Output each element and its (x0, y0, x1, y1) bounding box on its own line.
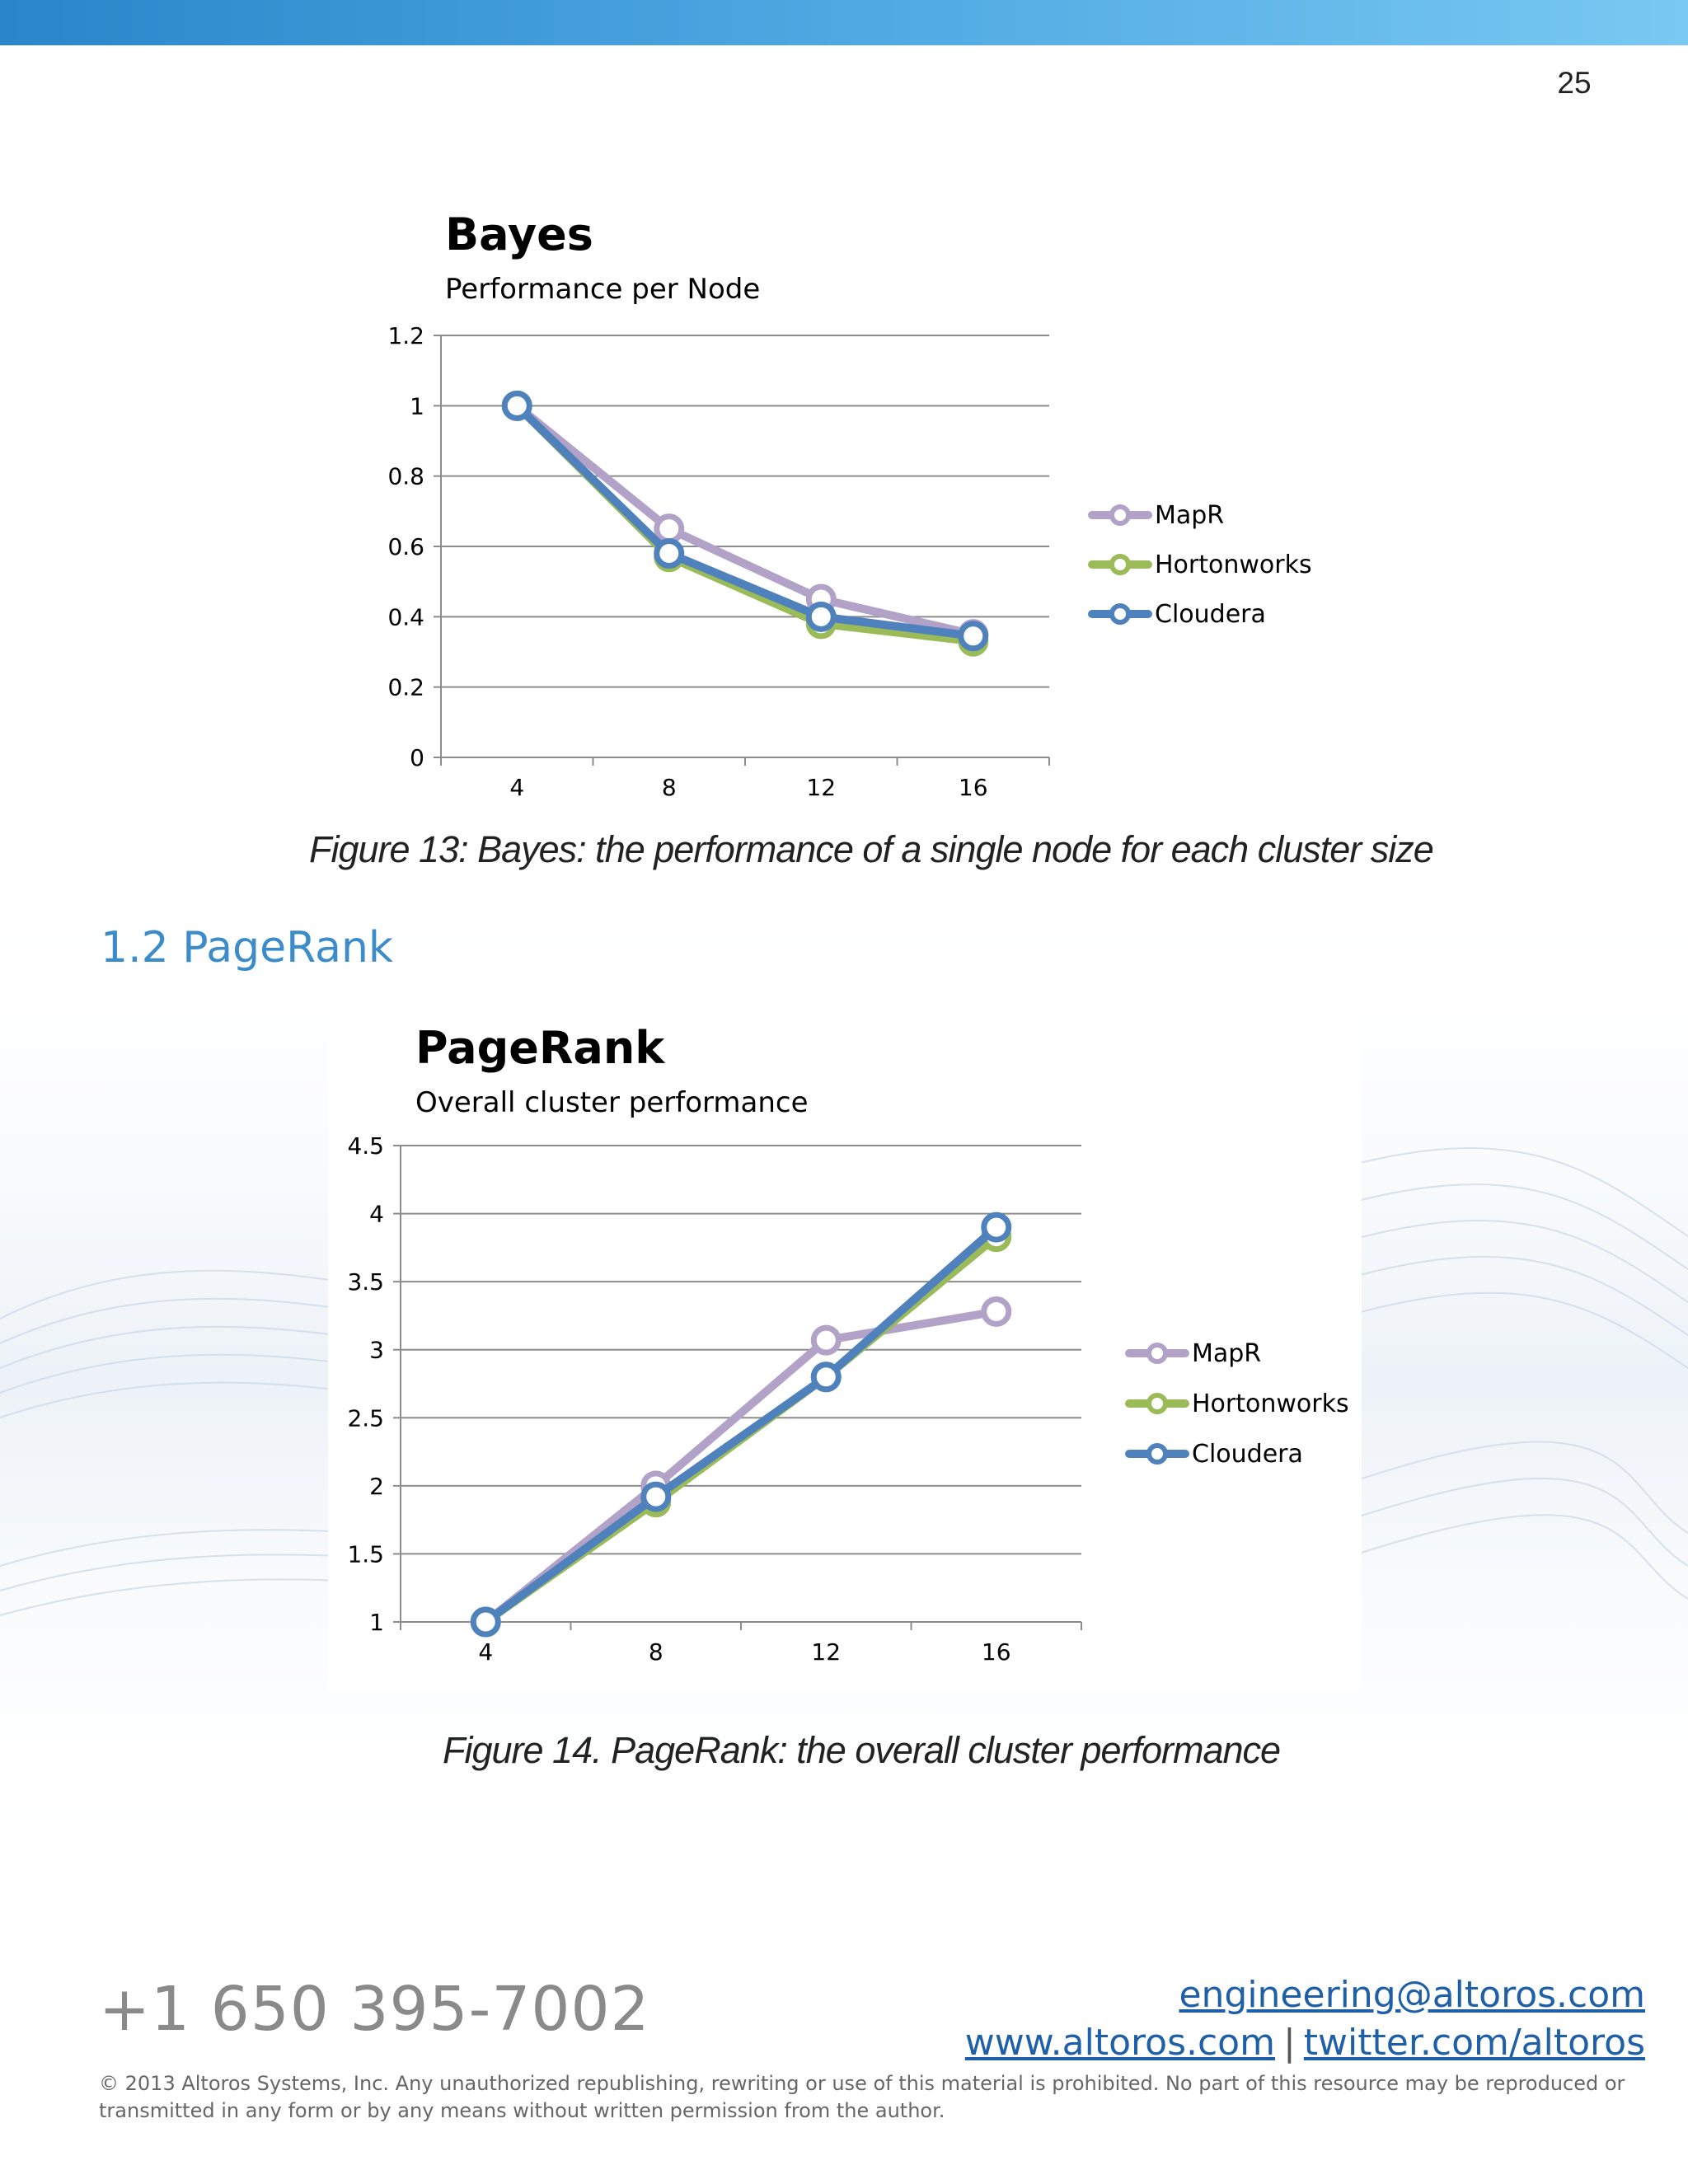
chart-subtitle: Overall cluster performance (415, 1086, 809, 1119)
web-links-line (965, 2022, 1645, 2064)
x-tick-label: 12 (806, 774, 837, 801)
y-tick-label: 2.5 (347, 1404, 384, 1432)
twitter-link[interactable]: twitter.com/altoros (1303, 2022, 1645, 2064)
email-link[interactable]: engineering@altoros.com (1179, 1974, 1645, 2016)
y-tick-label: 1.2 (387, 322, 424, 349)
link-separator: | (1282, 2022, 1296, 2064)
legend-marker-hortonworks (1149, 1395, 1165, 1412)
y-tick-label: 0.8 (387, 462, 424, 490)
chart-title: PageRank (415, 1022, 665, 1074)
legend-label-cloudera: Cloudera (1192, 1440, 1303, 1469)
legend-marker-cloudera (1149, 1446, 1165, 1462)
bayes-chart (313, 190, 1401, 832)
y-tick-label: 0.2 (387, 673, 424, 701)
data-point-cloudera (644, 1484, 668, 1509)
chart-legend (1092, 501, 1312, 629)
x-tick-label: 4 (509, 774, 525, 801)
data-point-mapr (657, 517, 682, 541)
y-tick-label: 4 (369, 1200, 384, 1228)
x-tick-label: 12 (811, 1638, 842, 1666)
legend-label-mapr: MapR (1192, 1339, 1262, 1368)
website-link[interactable]: www.altoros.com (964, 2022, 1275, 2064)
x-tick-label: 8 (648, 1638, 663, 1666)
x-tick-label: 16 (981, 1638, 1011, 1666)
y-tick-label: 1.5 (347, 1540, 384, 1568)
data-point-cloudera (814, 1365, 838, 1390)
chart-subtitle: Performance per Node (445, 273, 761, 306)
pagerank-chart (328, 1010, 1362, 1692)
plot-area (387, 322, 1049, 801)
x-tick-label: 4 (478, 1638, 494, 1666)
y-tick-label: 2 (369, 1472, 384, 1500)
page-number: 25 (1557, 66, 1592, 100)
y-tick-label: 3.5 (347, 1268, 384, 1296)
legend-marker-hortonworks (1112, 556, 1128, 573)
chart-title: Bayes (445, 209, 593, 260)
y-tick-label: 1 (410, 392, 424, 420)
copyright-notice: © 2013 Altoros Systems, Inc. Any unauthorized republishing, rewriting or use of this material is prohibited. No part of this resource may be reproduced or transmitted in any form or by any means without written permission from the author. (99, 2072, 1625, 2122)
y-tick-label: 3 (369, 1336, 384, 1364)
legend-marker-mapr (1149, 1345, 1165, 1361)
header-accent-bar (0, 0, 1688, 45)
y-tick-label: 1 (369, 1609, 384, 1636)
legend-marker-mapr (1112, 507, 1128, 523)
y-tick-label: 0.6 (387, 533, 424, 560)
data-point-cloudera (809, 604, 833, 629)
data-point-cloudera (984, 1215, 1009, 1240)
legend-label-cloudera: Cloudera (1155, 600, 1266, 629)
legend-marker-cloudera (1112, 606, 1128, 622)
y-tick-label: 0 (410, 744, 424, 771)
figure-caption-pagerank: Figure 14. PageRank: the overall cluster performance (443, 1729, 1281, 1771)
data-point-cloudera (961, 624, 986, 649)
data-point-mapr (814, 1328, 838, 1352)
data-point-cloudera (504, 393, 529, 418)
figure-caption-bayes: Figure 13: Bayes: the performance of a single node for each cluster size (309, 828, 1433, 870)
legend-label-hortonworks: Hortonworks (1155, 551, 1312, 579)
phone-number: +1 650 395-7002 (99, 1974, 650, 2045)
data-point-cloudera (657, 541, 682, 566)
series-line-cloudera (517, 405, 973, 635)
legend-label-mapr: MapR (1155, 501, 1225, 530)
data-point-cloudera (473, 1610, 498, 1634)
x-tick-label: 8 (661, 774, 677, 801)
series-line-mapr (517, 405, 973, 634)
data-point-mapr (984, 1299, 1009, 1324)
legend-label-hortonworks: Hortonworks (1192, 1390, 1349, 1418)
series-line-hortonworks (517, 405, 973, 641)
section-heading: 1.2 PageRank (101, 923, 394, 972)
email-line (1179, 1974, 1645, 2016)
y-tick-label: 0.4 (387, 603, 424, 631)
y-tick-label: 4.5 (347, 1132, 384, 1160)
x-tick-label: 16 (958, 774, 988, 801)
